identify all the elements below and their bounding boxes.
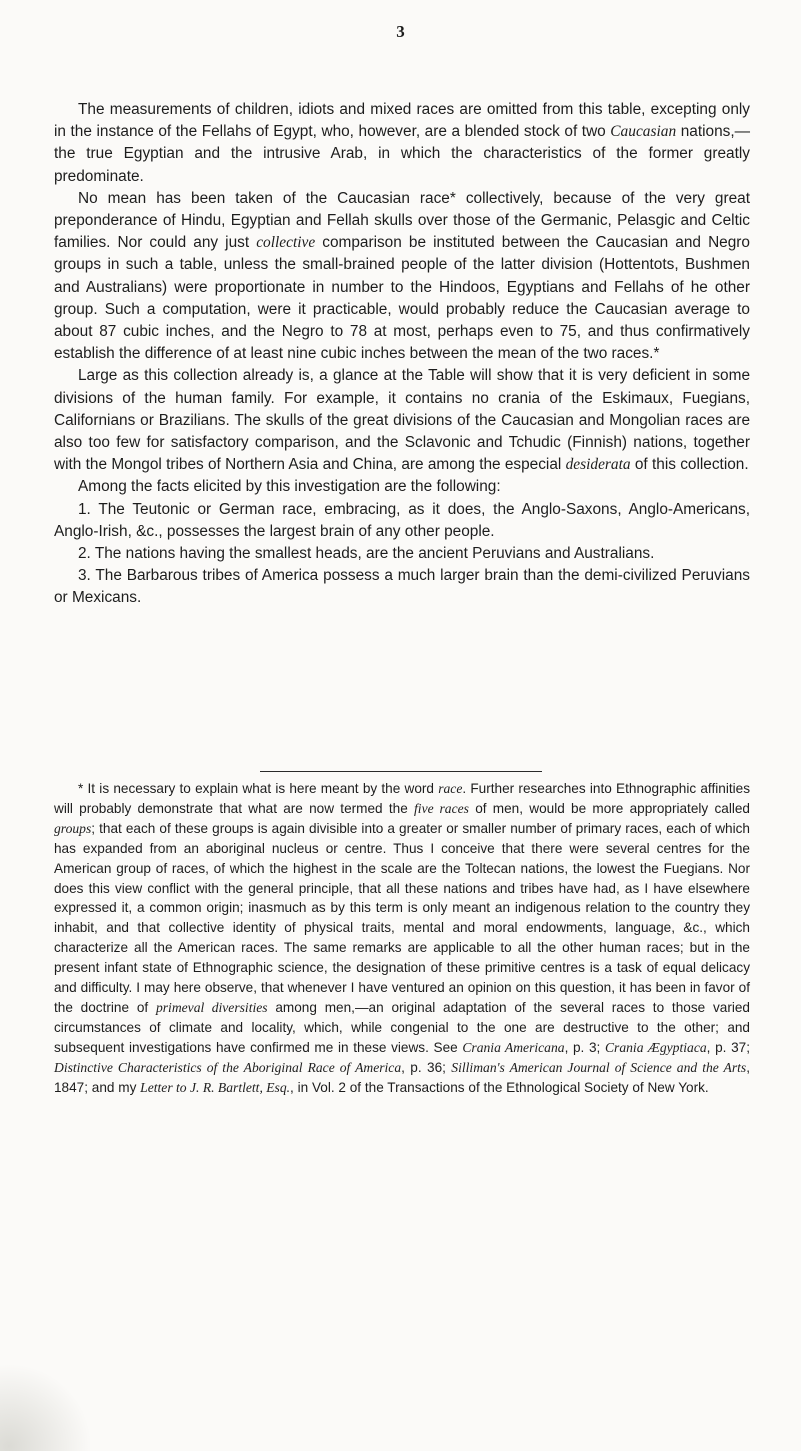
paragraph-3: Large as this collection already is, a glance at the Table will show that it is very deficient in some divisions of the human family. For example, it contains no crania of the Eskimaux, Fuegians, Californians or Brazilians. The skulls of the great divisions of the Caucasian and Mongolian races are also too few for satisfactory comparison, and the Sclavonic and Tchudic (Finnish) nations, together with the Mongol tribes of Northern Asia and China, are among the especial desiderata of this collection. (54, 367, 750, 474)
emphasis-collective: collective (256, 234, 316, 252)
paragraph-4: Among the facts elicited by this investigation are the following: (78, 478, 501, 496)
paper-stain (0, 1361, 90, 1451)
footnote (54, 779, 750, 1098)
paragraph-2: No mean has been taken of the Caucasian race* collectively, because of the very great preponderance of Hindu, Egyptian and Fellah skulls over those of the Germanic, Pelasgic and Celtic families. Nor could any just collective comparison be instituted between the Caucasian and Negro groups in such a table, unless the small-brained people of the latter division (Hottentots, Bushmen and Australians) were proportionate in number to the Hindoos, Egyptians and Fellahs of he other group. Such a computation, were it practicable, would probably reduce the Caucasian average to about 87 cubic inches, and the Negro to 78 at most, perhaps even to 75, and thus confirmatively establish the difference of at least nine cubic inches between the mean of the two races.* (54, 189, 750, 363)
footnote-paragraph: * It is necessary to explain what is here meant by the word race. Further researches into Ethnographic affinities will probably demonstrate that what are now termed the five races of men, would be more appropriately called groups; that each of these groups is again divisible into a greater or smaller number of primary races, each of which has expanded from an aboriginal nucleus or centre. Thus I conceive that there were several centres for the American group of races, of which the highest in the scale are the Toltecan nations, the lowest the Fuegians. Nor does this view conflict with the general principle, that all these nations and tribes have had, as I have elsewhere expressed it, a common origin; inasmuch as by this term is only meant an indigenous relation to the country they inhabit, and that collective identity of physical traits, mental and moral endowments, language, &c., which characterize all the American races. The same remarks are applicable to all the other human races; but in the present infant state of Ethnographic science, the designation of these primitive centres is a task of equal delicacy and difficulty. I may here observe, that whenever I have ventured an opinion on this question, it has been in favor of the doctrine of primeval diversities among men,—an original adaptation of the several races to those varied circumstances of climate and locality, which, while congenial to the one are destructive to the other; and subsequent investigations have confirmed me in these views. See Crania Americana, p. 3; Crania Ægyptiaca, p. 37; Distinctive Characteristics of the Aboriginal Race of America, p. 36; Silliman's American Journal of Science and the Arts, 1847; and my Letter to J. R. Bartlett, Esq., in Vol. 2 of the Transactions of the Ethnological Society of New York. (54, 781, 750, 1095)
finding-1: 1. The Teutonic or German race, embracing, as it does, the Anglo-Saxons, Anglo-Americans, Anglo-Irish, &c., possesses the largest brain of any other people. (54, 500, 750, 540)
main-text (54, 99, 750, 610)
emphasis-caucasian: Caucasian (610, 123, 677, 141)
footnote-divider (260, 771, 542, 772)
paragraph-1: The measurements of children, idiots and mixed races are omitted from this table, excepting only in the instance of the Fellahs of Egypt, who, however, are a blended stock of two Caucasian nations,—the true Egyptian and the intrusive Arab, in which the characteristics of the former greatly predominate. (54, 101, 750, 185)
emphasis-desiderata: desiderata (565, 456, 631, 474)
finding-3: 3. The Barbarous tribes of America possess a much larger brain than the demi-civilized Peruvians or Mexicans. (54, 567, 750, 607)
page-number: 3 (396, 22, 405, 41)
finding-2: 2. The nations having the smallest heads, are the ancient Peruvians and Australians. (78, 545, 655, 563)
